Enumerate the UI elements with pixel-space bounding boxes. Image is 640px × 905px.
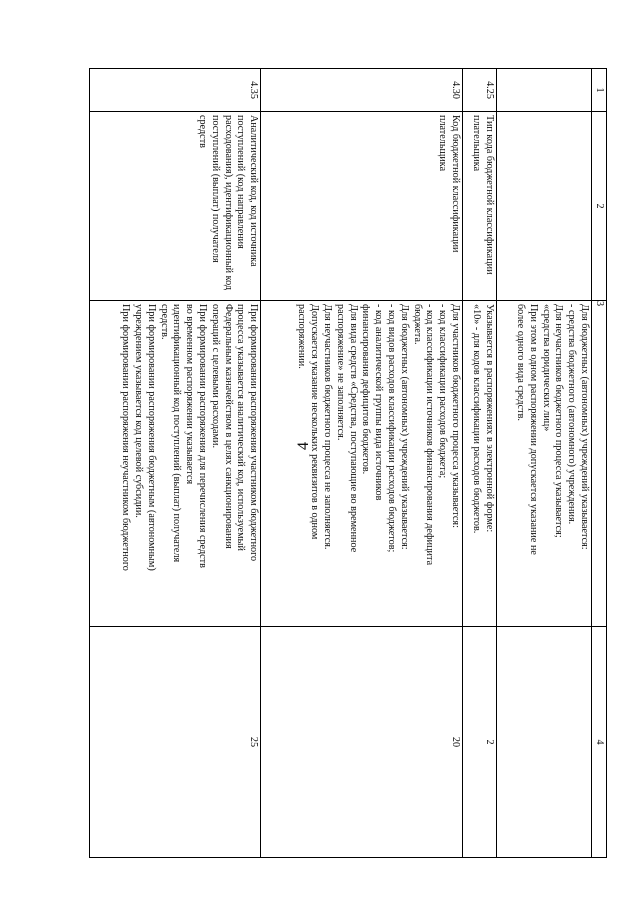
description-line: При формировании распоряжения бюджетным (автономным) <box>145 304 157 571</box>
row-description-cell <box>496 301 591 627</box>
table-row <box>462 69 496 858</box>
description-line: идентификационный код поступлений (выплат) получателя <box>171 304 183 563</box>
description-line: Для неучастников бюджетного процесса не заполняется. <box>321 304 333 550</box>
description-line: финансирования дефицитов бюджетов. <box>360 304 372 475</box>
description-line: Допускается указание нескольких реквизитов в одном <box>309 304 321 540</box>
row-length-cell: 25 <box>90 627 261 858</box>
page-number: 4 <box>295 442 312 450</box>
description-line: бюджета. <box>411 304 423 345</box>
table-header-row <box>592 69 607 858</box>
rotated-table-wrapper <box>89 68 607 853</box>
description-line: - код видов расходов классификации расходов бюджетов; <box>385 304 397 553</box>
description-line: Для неучастников бюджетного процесса указывается; <box>553 304 565 538</box>
row-code-cell <box>496 69 591 112</box>
header-col-2: 2 <box>592 112 607 301</box>
description-line: - средства бюджетного (автономного) учреждения. <box>566 304 578 525</box>
row-length-cell: 2 <box>462 627 496 858</box>
description-line: При формировании распоряжения неучастником бюджетного <box>120 304 132 571</box>
row-name-cell: Аналитический код, код источника поступлений (код направления расходования), идентификационный код поступлений (выплат) получателя средств <box>90 112 261 301</box>
description-line: средств. <box>158 304 170 340</box>
description-line: При формировании распоряжения для перечисления средств <box>197 304 209 568</box>
description-line: - код классификации расходов бюджета; <box>437 304 449 479</box>
row-name-cell <box>496 112 591 301</box>
description-line: - код аналитической группы вида источников <box>373 304 385 501</box>
description-line: распоряжении. <box>296 304 308 369</box>
description-line: операций с целевыми расходами. <box>209 304 221 448</box>
description-line: Для бюджетных (автономных) учреждений указывается: <box>398 304 410 550</box>
row-length-cell: 20 <box>261 627 463 858</box>
description-line: процесса указывается аналитический код, используемый <box>235 304 247 551</box>
description-line: во временном распоряжении указывается <box>184 304 196 485</box>
description-line: Для вида средств «Средства, поступающие во временное <box>347 304 359 553</box>
description-line: Для бюджетных (автономных) учреждений указывается: <box>579 304 590 550</box>
row-code-cell: 4.25 <box>462 69 496 112</box>
header-col-3: 3 <box>592 301 607 627</box>
row-code-cell: 4.35 <box>90 69 261 112</box>
row-name-cell: Тип кода бюджетной классификации плательщика <box>462 112 496 301</box>
description-line: распоряжение» не заполняется. <box>334 304 346 441</box>
row-length-cell <box>496 627 591 858</box>
row-description-cell <box>90 301 261 627</box>
description-line: «10» - для кодов классификации расходов бюджетов. <box>471 304 483 534</box>
row-description-cell <box>462 301 496 627</box>
description-line: Указывается в распоряжениях в электронной форме: <box>483 304 495 533</box>
description-line: При формировании распоряжения участником бюджетного <box>248 304 260 562</box>
row-description-cell <box>261 301 463 627</box>
table-row <box>261 69 463 858</box>
description-line: учреждением указывается код целевой субсидии. <box>133 304 145 518</box>
table-row <box>496 69 591 858</box>
table-body <box>90 69 592 858</box>
row-code-cell: 4.30 <box>261 69 463 112</box>
description-line: При этом в одном распоряжении допускается указание не <box>527 304 539 555</box>
header-col-1: 1 <box>592 69 607 112</box>
row-name-cell: Код бюджетной классификации плательщика <box>261 112 463 301</box>
requisites-table <box>89 68 607 858</box>
description-line: «средства юридических лиц» <box>540 304 552 432</box>
description-line: более одного вида средств. <box>515 304 527 421</box>
header-col-4: 4 <box>592 627 607 858</box>
description-line: Для участников бюджетного процесса указывается: <box>449 304 461 528</box>
table-row <box>90 69 261 858</box>
description-line: Федеральным казначейством в целях санкционирования <box>222 304 234 549</box>
description-line: - код классификации источников финансирования дефицита <box>424 304 436 566</box>
